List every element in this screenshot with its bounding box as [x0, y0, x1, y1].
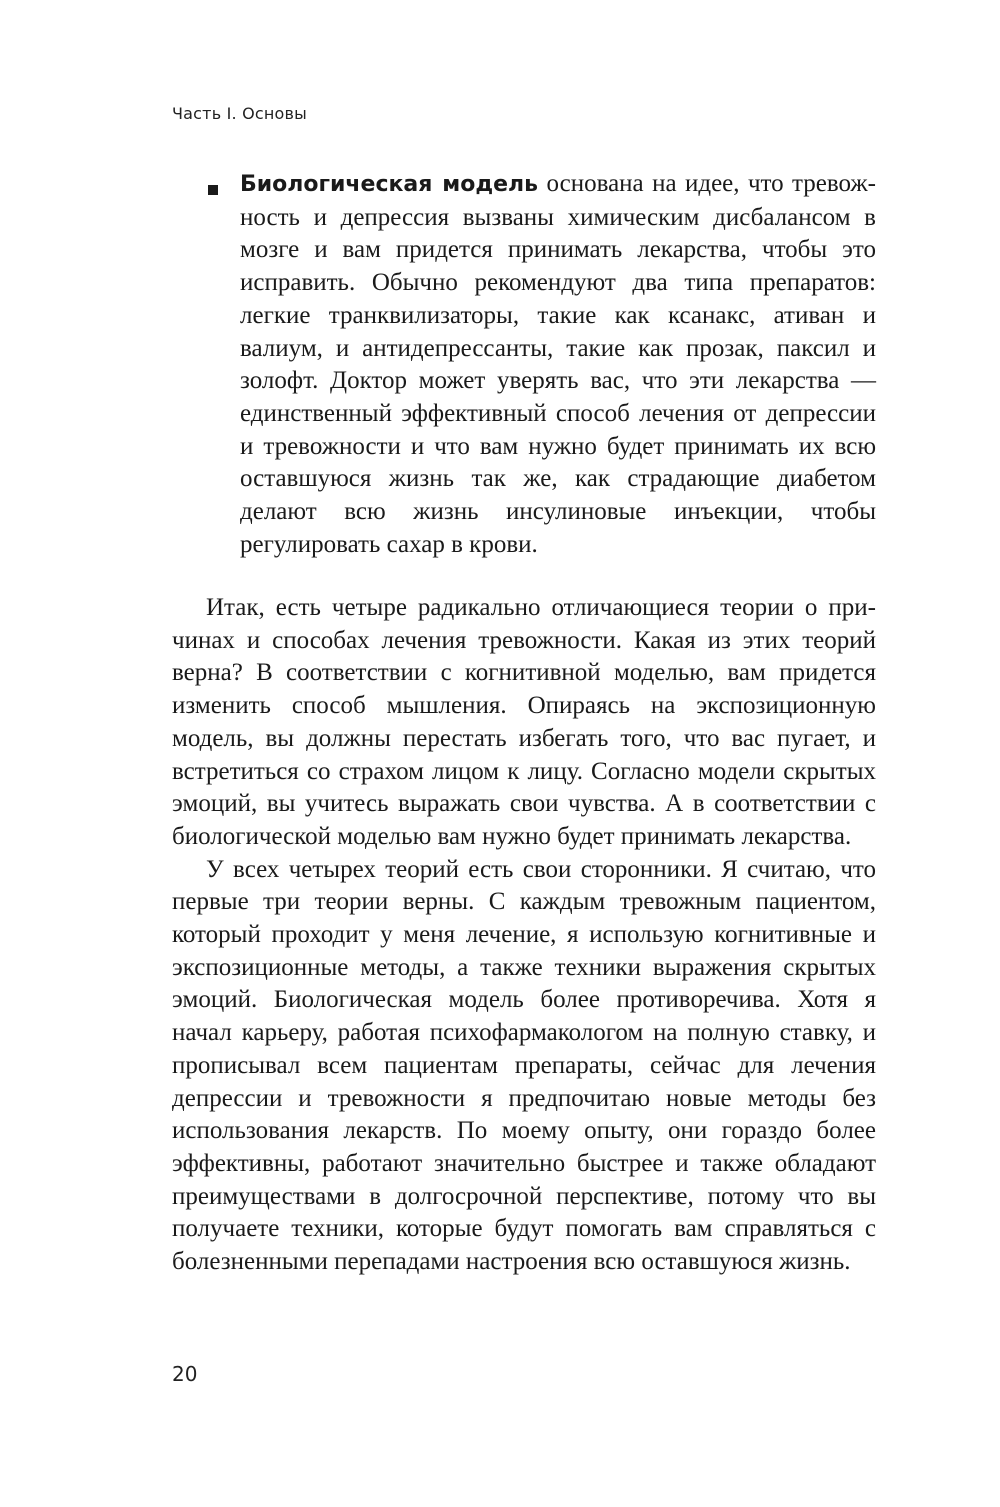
bullet-item-text	[240, 168, 876, 561]
square-bullet-icon	[208, 185, 218, 195]
bullet-term: Биологическая модель	[240, 172, 539, 197]
running-header: Часть I. Основы	[172, 104, 307, 123]
paragraph-2: У всех четырех теорий есть свои сторонники. Я считаю, что первые три теории верны. С каждым тревожным пациентом, который проходит у меня лечение, я использую когнитивные и экспозиционные методы, а также техники выражения скрытых эмоций. Биологическая модель более противоречива. Хотя я начал карьеру, работая психофармакологом на полную ставку, и прописывал всем пациентам препараты, сейчас для лечения депрессии и тревожности я предпочитаю новые методы без использования лекарств. По моему опыту, они гораздо более эффективны, работают значительно быстрее и также обладают преимуществами в долгосрочной перспективе, потому что вы получаете техники, которые будут помогать вам справляться с болезненными перепадами настроения всю оставшуюся жизнь.	[172, 855, 876, 1276]
bullet-description: основана на идее, что тревожность и депрессия вызваны химическим дисбалансом в мозге и вам придется принимать лекарства, чтобы это исправить. Обычно рекомендуют два типа препаратов: легкие транквилизаторы, такие как ксанакс, ативан и валиум, и антидепрессанты, такие как прозак, паксил и золофт. Доктор может уверять вас, что эти лекарства — единственный эффективный способ лечения от депрессии и тревожности и что вам нужно будет принимать их всю оставшуюся жизнь так же, как страдающие диабетом делают всю жизнь инсулиновые инъекции, чтобы регулировать сахар в крови.	[240, 170, 876, 558]
page-number: 20	[172, 1362, 198, 1386]
body-text	[172, 592, 876, 1279]
paragraph-1: Итак, есть четыре радикально отличающиеся теории о причинах и способах лечения тревожности. Какая из этих теорий верна? В соответствии с когнитивной моделью, вам придется изменить способ мышления. Опираясь на экспозиционную модель, вы должны перестать избегать того, что вас пугает, и встретиться со страхом лицом к лицу. Согласно модели скрытых эмоций, вы учитесь выражать свои чувства. А в соответствии с биологической моделью вам нужно будет принимать лекарства.	[172, 594, 876, 850]
